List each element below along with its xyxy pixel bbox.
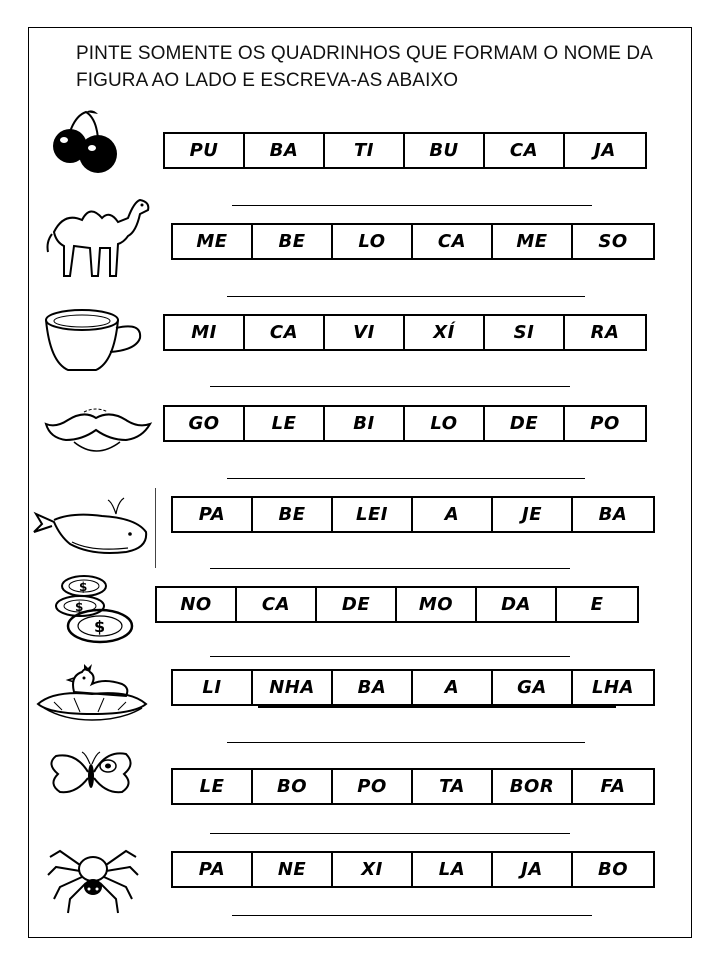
hen-in-nest-picture (34, 662, 150, 730)
answer-line[interactable] (210, 656, 570, 657)
syllable-boxes-row-5 (171, 496, 655, 533)
syllable-box[interactable]: BO (253, 770, 333, 803)
syllable-box[interactable]: RA (590, 322, 620, 343)
syllable-box[interactable]: A (413, 498, 493, 531)
syllable-box[interactable]: JA (493, 853, 573, 886)
syllable-box[interactable]: A (413, 671, 493, 704)
syllable-box[interactable]: NHA (253, 671, 333, 704)
syllable-box[interactable]: CA (245, 316, 325, 349)
syllable-box[interactable]: CA (413, 225, 493, 258)
coins-picture (50, 572, 140, 652)
svg-text:$: $ (94, 617, 106, 636)
syllable-boxes-row-8 (171, 768, 655, 805)
syllable-boxes-row-7 (171, 669, 655, 706)
syllable-box[interactable]: LI (173, 671, 253, 704)
answer-line[interactable] (210, 833, 570, 834)
syllable-box[interactable]: MI (165, 316, 245, 349)
syllable-box[interactable]: LE (245, 407, 325, 440)
syllable-box[interactable]: ME (493, 225, 573, 258)
instructions-text: PINTE SOMENTE OS QUADRINHOS QUE FORMAM O NOME DA FIGURA AO LADO E ESCREVA-AS ABAIXO (76, 43, 652, 91)
syllable-box[interactable]: LEI (333, 498, 413, 531)
camel-picture (44, 192, 154, 288)
syllable-box[interactable]: SO (598, 231, 628, 252)
syllable-box[interactable]: PA (173, 853, 253, 886)
syllable-box[interactable]: PO (333, 770, 413, 803)
syllable-box[interactable]: TA (413, 770, 493, 803)
syllable-box[interactable]: BO (597, 859, 629, 880)
syllable-box[interactable]: LHA (592, 677, 634, 698)
answer-line[interactable] (232, 205, 592, 206)
whale-picture (32, 496, 158, 570)
syllable-box[interactable]: CA (237, 588, 317, 621)
syllable-box[interactable]: VI (325, 316, 405, 349)
syllable-boxes-row-3 (163, 314, 647, 351)
syllable-box[interactable]: BA (598, 504, 628, 525)
syllable-box[interactable]: DE (485, 407, 565, 440)
answer-line[interactable] (232, 915, 592, 916)
answer-line[interactable] (227, 296, 585, 297)
syllable-box[interactable]: DA (477, 588, 557, 621)
butterfly-picture (46, 748, 136, 808)
underline-stroke (258, 706, 616, 708)
syllable-box[interactable]: NO (157, 588, 237, 621)
answer-line[interactable] (210, 568, 570, 569)
cherries-picture (46, 108, 136, 182)
syllable-box[interactable]: BE (253, 498, 333, 531)
syllable-box[interactable]: BOR (493, 770, 573, 803)
syllable-box[interactable]: LO (405, 407, 485, 440)
syllable-boxes-row-9 (171, 851, 655, 888)
syllable-box[interactable]: BI (325, 407, 405, 440)
syllable-box[interactable]: JA (594, 140, 616, 161)
syllable-box[interactable]: JE (493, 498, 573, 531)
mustache-picture (44, 404, 154, 468)
syllable-box[interactable]: ME (173, 225, 253, 258)
divider-line (155, 488, 156, 568)
syllable-box[interactable]: BA (333, 671, 413, 704)
syllable-box[interactable]: MO (397, 588, 477, 621)
answer-line[interactable] (210, 386, 570, 387)
syllable-box[interactable]: XI (333, 853, 413, 886)
syllable-box[interactable]: GO (165, 407, 245, 440)
syllable-box[interactable]: GA (493, 671, 573, 704)
answer-line[interactable] (227, 478, 585, 479)
syllable-box[interactable]: XÍ (405, 316, 485, 349)
syllable-box[interactable]: NE (253, 853, 333, 886)
syllable-box[interactable]: E (590, 594, 604, 615)
syllable-box[interactable]: CA (485, 134, 565, 167)
svg-text:$: $ (75, 600, 84, 614)
syllable-box[interactable]: BA (245, 134, 325, 167)
syllable-boxes-row-6 (155, 586, 639, 623)
syllable-box[interactable]: BE (253, 225, 333, 258)
spider-picture (46, 843, 140, 919)
syllable-boxes-row-1 (163, 132, 647, 169)
syllable-box[interactable]: PA (173, 498, 253, 531)
syllable-box[interactable]: FA (600, 776, 626, 797)
syllable-box[interactable]: PO (590, 413, 620, 434)
syllable-box[interactable]: LE (173, 770, 253, 803)
syllable-box[interactable]: LA (413, 853, 493, 886)
cup-picture (42, 306, 146, 380)
svg-text:$: $ (79, 580, 88, 594)
syllable-box[interactable]: PU (165, 134, 245, 167)
syllable-box[interactable]: TI (325, 134, 405, 167)
syllable-box[interactable]: LO (333, 225, 413, 258)
syllable-box[interactable]: BU (405, 134, 485, 167)
answer-line[interactable] (227, 742, 585, 743)
syllable-boxes-row-4 (163, 405, 647, 442)
syllable-box[interactable]: DE (317, 588, 397, 621)
syllable-box[interactable]: SI (485, 316, 565, 349)
syllable-boxes-row-2 (171, 223, 655, 260)
